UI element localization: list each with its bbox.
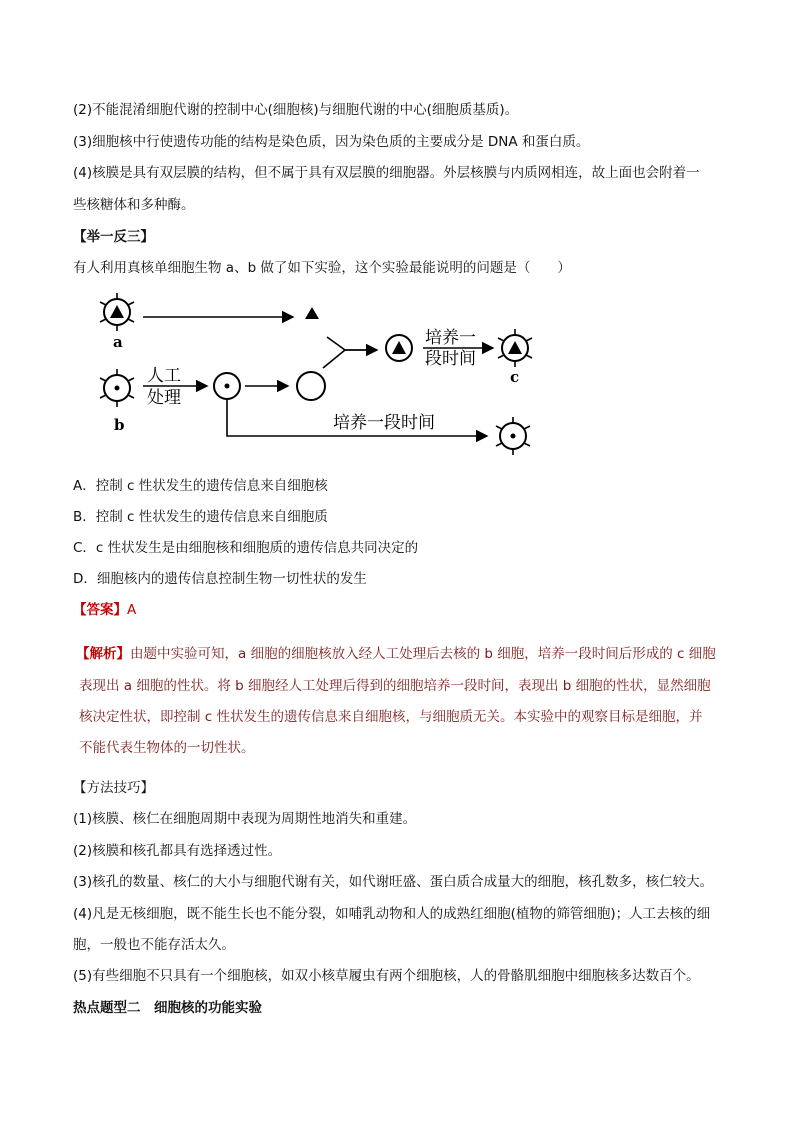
treatment-label-1: 人工 xyxy=(147,366,181,386)
analysis-line-1 xyxy=(76,645,716,663)
method-line-4a: (4)凡是无核细胞，既不能生长也不能分裂，如哺乳动物和人的成熟红细胞(植物的筛管细胞)；人工去核的细 xyxy=(73,906,711,922)
note-line-3: (3)细胞核中行使遗传功能的结构是染色质，因为染色质的主要成分是 DNA 和蛋白质。 xyxy=(73,134,590,150)
cell-a xyxy=(100,293,134,331)
option-d: D．细胞核内的遗传信息控制生物一切性状的发生 xyxy=(73,571,367,587)
method-line-4b: 胞，一般也不能存活太久。 xyxy=(73,937,235,953)
method-title: 【方法技巧】 xyxy=(73,780,154,796)
cell-c xyxy=(498,329,532,367)
note-line-4b: 些核糖体和多种酶。 xyxy=(73,197,195,213)
note-line-4a: (4)核膜是具有双层膜的结构，但不属于具有双层膜的细胞器。外层核膜与内质网相连，故上面也会附着一 xyxy=(73,165,700,181)
analysis-line-3: 核决定性状，即控制 c 性状发生的遗传信息来自细胞核，与细胞质无关。本实验中的观察目标是细胞，并 xyxy=(79,709,703,725)
option-c: C．c 性状发生是由细胞核和细胞质的遗传信息共同决定的 xyxy=(73,540,419,556)
note-line-2: (2)不能混淆细胞代谢的控制中心(细胞核)与细胞代谢的中心(细胞质基质)。 xyxy=(73,102,519,118)
join-line-top xyxy=(327,337,373,350)
experiment-diagram xyxy=(95,290,555,460)
method-line-5: (5)有些细胞不只具有一个细胞核，如双小核草履虫有两个细胞核，人的骨骼肌细胞中细胞核多达数百个。 xyxy=(73,968,700,984)
culture-label-1: 培养一 xyxy=(425,328,476,348)
method-line-1: (1)核膜、核仁在细胞周期中表现为周期性地消失和重建。 xyxy=(73,811,417,827)
option-a: A．控制 c 性状发生的遗传信息来自细胞核 xyxy=(73,478,328,494)
question-text: 有人利用真核单细胞生物 a、b 做了如下实验，这个实验最能说明的问题是（ ） xyxy=(73,260,571,276)
analysis-label: 【解析】 xyxy=(76,646,130,662)
cell-b-result xyxy=(496,417,530,455)
cell-b xyxy=(100,369,134,407)
option-b: B．控制 c 性状发生的遗传信息来自细胞质 xyxy=(73,509,328,525)
label-c: c xyxy=(510,368,520,386)
method-line-2: (2)核膜和核孔都具有选择透过性。 xyxy=(73,843,282,859)
method-line-3: (3)核孔的数量、核仁的大小与细胞代谢有关，如代谢旺盛、蛋白质合成量大的细胞，核孔数多，核仁较大。 xyxy=(73,874,714,890)
answer-value: A xyxy=(127,602,137,618)
join-line-bottom xyxy=(323,350,345,368)
analysis-line-4: 不能代表生物体的一切性状。 xyxy=(79,740,255,756)
answer xyxy=(73,601,136,619)
label-a: a xyxy=(113,333,123,351)
label-b: b xyxy=(114,416,125,434)
answer-label: 【答案】 xyxy=(73,602,127,618)
hot-topic-title: 热点题型二 细胞核的功能实验 xyxy=(73,1000,262,1016)
treatment-label-2: 处理 xyxy=(147,388,181,408)
enucleated-cell xyxy=(297,372,325,400)
culture-long-label: 培养一段时间 xyxy=(333,413,435,433)
analysis-text-1: 由题中实验可知，a 细胞的细胞核放入经人工处理后去核的 b 细胞，培养一段时间后形成的 c 细胞 xyxy=(130,646,716,662)
section-title: 【举一反三】 xyxy=(73,229,154,245)
analysis-line-2: 表现出 a 细胞的性状。将 b 细胞经人工处理后得到的细胞培养一段时间，表现出 b 细胞的性状，显然细胞 xyxy=(79,678,711,694)
treated-cell-b xyxy=(214,373,240,399)
hybrid-cell xyxy=(386,335,412,361)
culture-label-2: 段时间 xyxy=(425,349,476,369)
nucleus-a xyxy=(305,307,319,319)
